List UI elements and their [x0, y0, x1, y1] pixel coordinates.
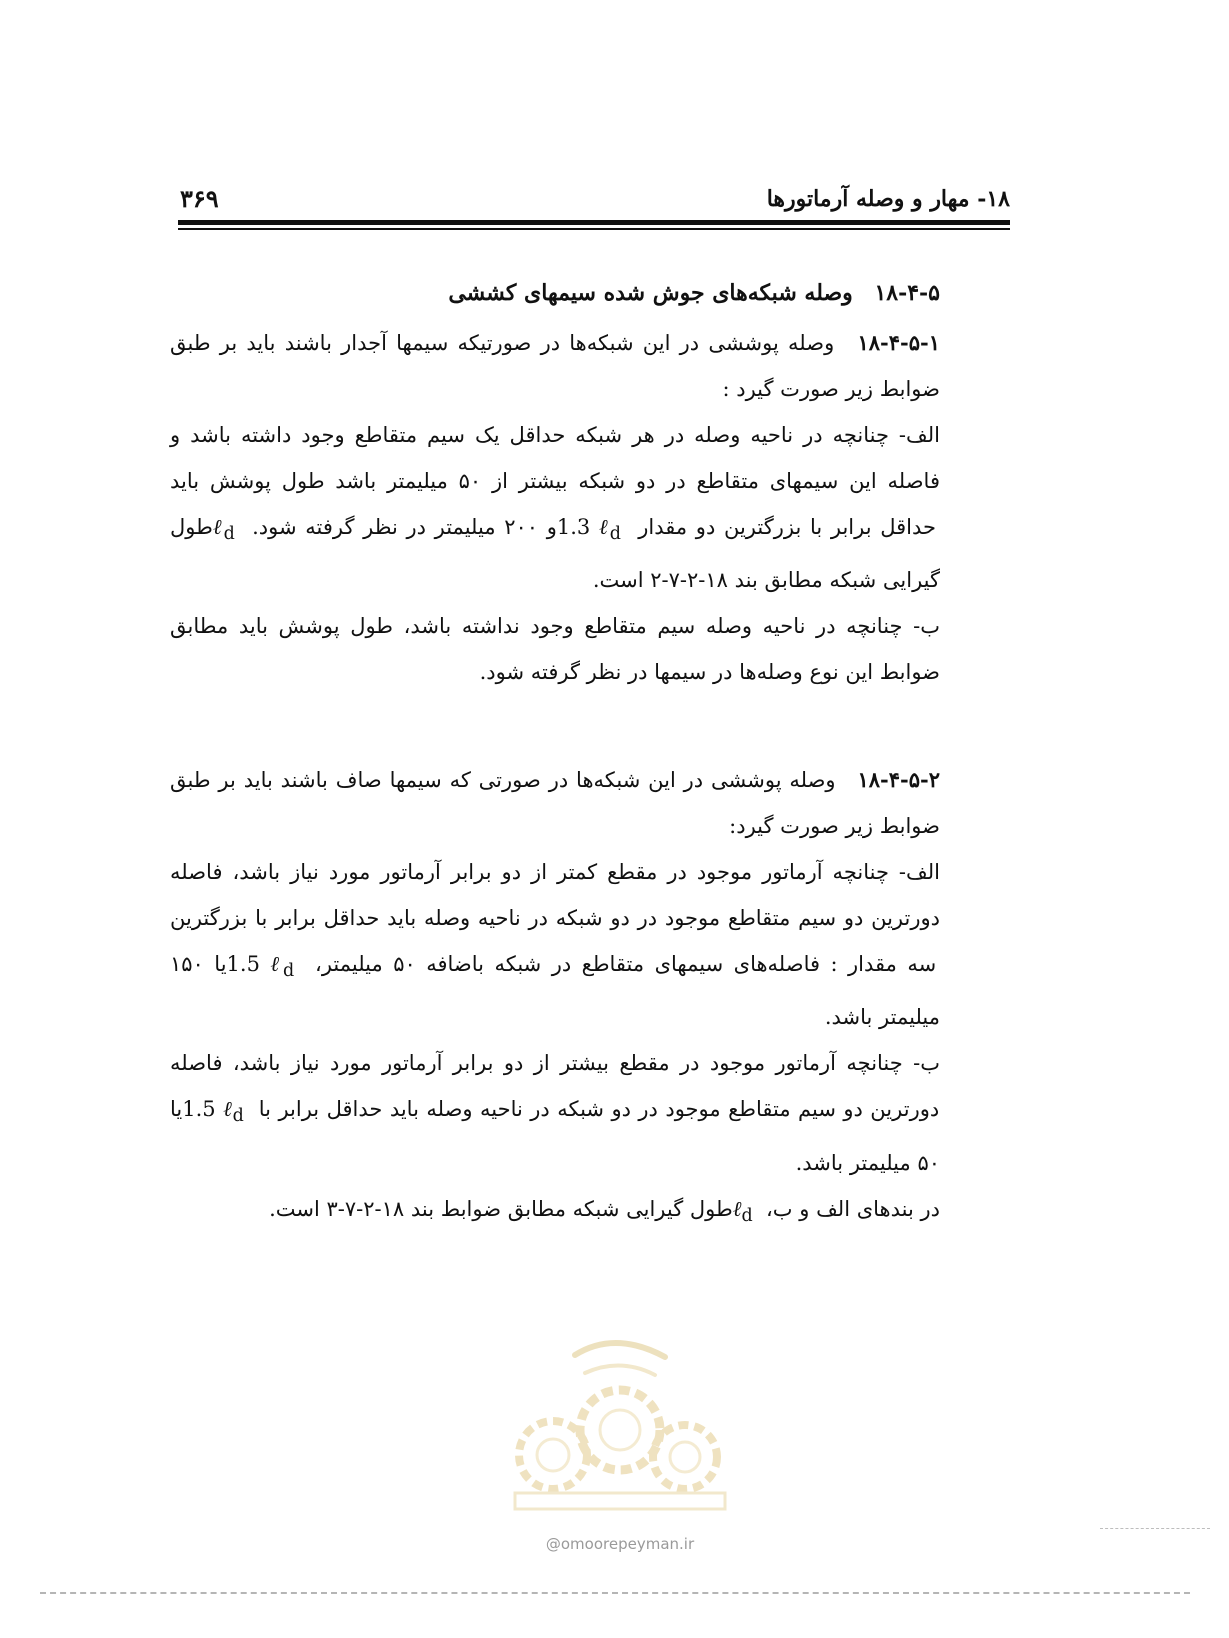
clause-2-intro-text: وصله پوششی در این شبکه‌ها در صورتی که سیمها صاف باشند باید بر طبق ضوابط زیر صورت گیرد: [170, 768, 940, 839]
ld-expression [556, 515, 630, 545]
clause-2-number: ۱۸-۴-۵-۲ [857, 767, 940, 793]
clause-2-note-text-1: در بندهای الف و ب، [766, 1196, 940, 1221]
running-header [178, 178, 1010, 218]
ld-symbol: ℓ [212, 515, 224, 539]
clause-2-item-b [170, 1040, 940, 1185]
clause-2-item-b-text-1: ب- چنانچه آرماتور موجود در مقطع بیشتر از دو برابر آرماتور مورد نیاز باشد، فاصله دورترین دو سیم متقاطع موجود در دو شبکه در ناحیه وصله باید حداقل برابر با [170, 1051, 940, 1122]
ld-expression [182, 1097, 251, 1127]
ld-subscript: d [223, 524, 235, 545]
ld-subscript: d [232, 1106, 244, 1127]
clause-2-intro [170, 757, 940, 849]
ld-symbol: ℓ [270, 952, 283, 977]
clause-1-item-a-text-3: طول گیرایی شبکه مطابق بند ۱۸-۲-۷-۲ است. [170, 515, 940, 593]
scan-artifact-mark [1100, 1528, 1210, 1529]
coefficient-1-3: 1.3 [556, 515, 591, 539]
page-number: ۳۶۹ [180, 184, 219, 213]
ld-symbol: ℓ [223, 1097, 233, 1122]
clause-2-note-text-2: طول گیرایی شبکه مطابق ضوابط بند ۱۸-۲-۷-۳ است. [269, 1196, 733, 1221]
clause-2-item-a-text-2: یا ۱۵۰ میلیمتر باشد. [170, 952, 940, 1030]
clause-1-intro [170, 320, 940, 412]
ld-subscript: d [609, 524, 621, 545]
header-rule-thin [178, 228, 1010, 230]
ld-expression [226, 952, 305, 982]
ld-expression [732, 1196, 760, 1226]
clause-2-note [170, 1186, 940, 1239]
section-number: ۱۸-۴-۵ [874, 280, 940, 306]
clause-2-item-a [170, 849, 940, 1040]
ld-expression [212, 515, 244, 545]
watermark-logo [505, 1335, 735, 1515]
clause-1-item-b: ب- چنانچه در ناحیه وصله سیم متقاطع وجود نداشته باشد، طول پوشش باید مطابق ضوابط این نوع وصله‌ها در سیمها در نظر گرفته شود. [170, 614, 940, 685]
clause-1-intro-text: وصله پوششی در این شبکه‌ها در صورتیکه سیمها آجدار باشند باید بر طبق ضوابط زیر صورت گیرد : [170, 331, 940, 401]
clause-1-item-a-text-1: الف- چنانچه در ناحیه وصله در هر شبکه حداقل یک سیم متقاطع وجود داشته باشد و فاصله این سیمهای متقاطع در دو شبکه بیشتر از ۵۰ میلیمتر باشد طول پوشش باید حداقل برابر با بزرگترین دو مقدار [170, 423, 940, 539]
coefficient-1-5: 1.5 [182, 1097, 216, 1122]
body-text [170, 270, 940, 1239]
ld-symbol: ℓ [732, 1196, 742, 1221]
clause-2-item-a-text-1: الف- چنانچه آرماتور موجود در مقطع کمتر از دو برابر آرماتور مورد نیاز باشد، فاصله دورترین دو سیم متقاطع موجود در دو شبکه در ناحیه وصله باید حداقل برابر با بزرگترین سه مقدار : فاصله‌های سیمهای متقاطع در شبکه باضافه ۵۰ میلیمتر، [170, 860, 940, 977]
clause-1-item-a-text-2: و ۲۰۰ میلیمتر در نظر گرفته شود. [252, 515, 557, 539]
clause-1-number: ۱۸-۴-۵-۱ [857, 330, 940, 355]
coefficient-1-5: 1.5 [226, 952, 260, 977]
scan-artifact-line [40, 1592, 1190, 1594]
section-title: وصله شبکه‌های جوش شده سیمهای کششی [448, 280, 853, 306]
paragraph-gap [170, 695, 940, 757]
ld-subscript: d [282, 961, 295, 982]
chapter-title: ۱۸- مهار و وصله آرماتورها [766, 186, 1010, 212]
section-heading [170, 270, 940, 316]
clause-2-item-b-text-2: یا ۵۰ میلیمتر باشد. [170, 1097, 940, 1175]
ld-subscript: d [741, 1205, 753, 1226]
header-rule-thick [178, 220, 1010, 225]
watermark-url: @omoorepeyman.ir [545, 1535, 695, 1553]
ld-symbol: ℓ [598, 515, 610, 539]
clause-1-item-a [170, 412, 940, 603]
